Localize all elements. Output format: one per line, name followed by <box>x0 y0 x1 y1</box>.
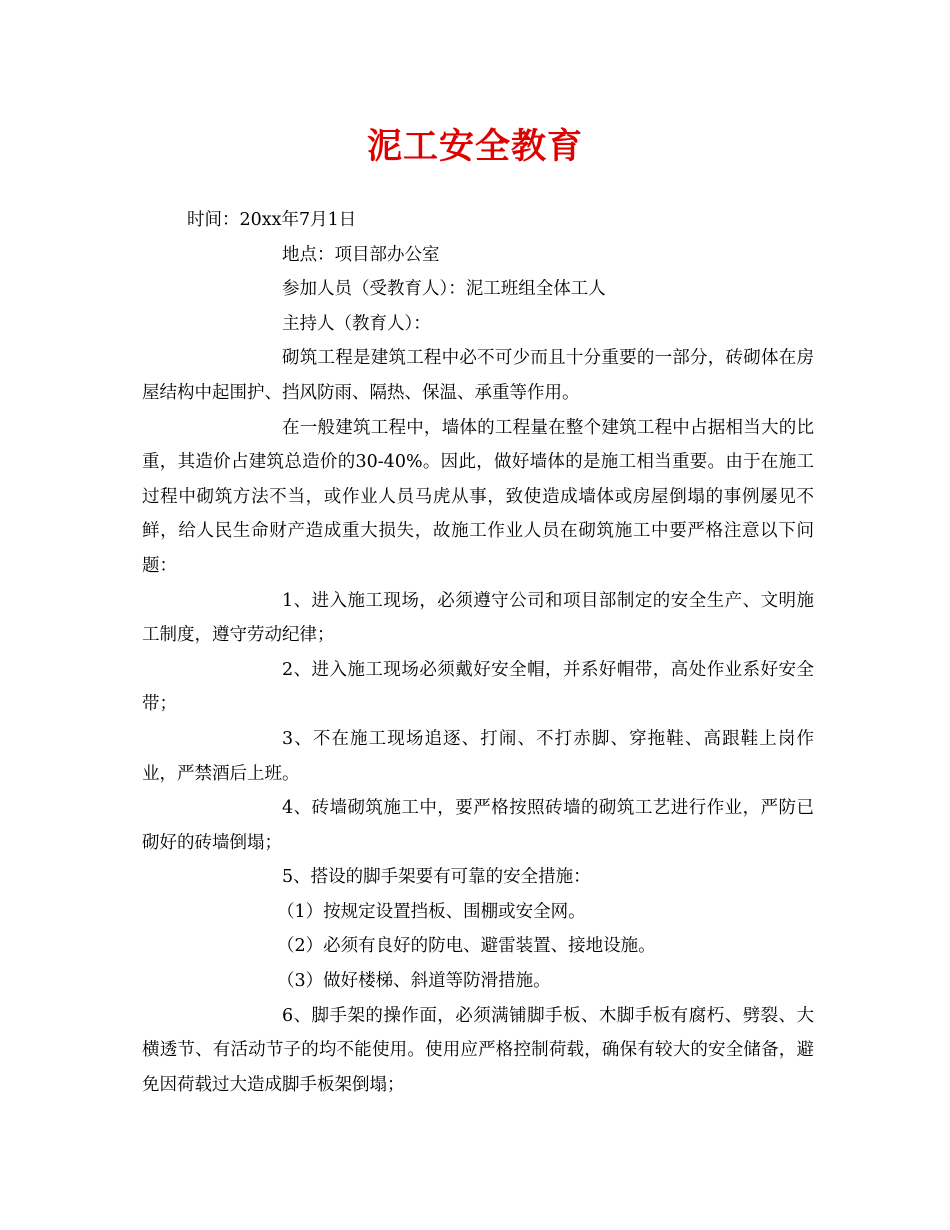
meta-attendees: 参加人员（受教育人）：泥工班组全体工人 <box>282 279 606 300</box>
document-title: 泥工安全教育 <box>366 126 583 167</box>
rule-item: 2、进入施工现场必须戴好安全帽，并系好帽带，高处作业系好安全带； <box>142 659 814 715</box>
subrule-item: （1）按规定设置挡板、围棚或安全网。 <box>277 901 586 922</box>
subrule-item: （3）做好楼梯、斜道等防滑措施。 <box>277 971 551 992</box>
intro-paragraph: 砌筑工程是建筑工程中必不可少而且十分重要的一部分，砖砌体在房屋结构中起围护、挡风防雨、隔热、保温、承重等作用。 <box>142 348 814 403</box>
rule-item: 5、搭设的脚手架要有可靠的安全措施： <box>282 867 591 888</box>
rule-item: 4、砖墙砌筑施工中，要严格按照砖墙的砌筑工艺进行作业，严防已砌好的砖墙倒塌； <box>142 798 814 853</box>
meta-host: 主持人（教育人）： <box>282 313 431 334</box>
subrule-item: （2）必须有良好的防电、避雷装置、接地设施。 <box>277 936 656 957</box>
rule-item: 6、脚手架的操作面，必须满铺脚手板、木脚手板有腐朽、劈裂、大横透节、有活动节子的均不能使用。使用应严格控制荷载，确保有较大的安全储备，避免因荷载过大造成脚手板架倒塌； <box>142 1005 814 1095</box>
meta-time: 时间：20xx年7月1日 <box>187 210 357 230</box>
meta-place: 地点：项目部办公室 <box>282 244 440 265</box>
intro-paragraph: 在一般建筑工程中，墙体的工程量在整个建筑工程中占据相当大的比重，其造价占建筑总造价的30-40%。因此，做好墙体的是施工相当重要。由于在施工过程中砌筑方法不当，或作业人员马虎从事，致使造成墙体或房屋倒塌的事例屡见不鲜，给人民生命财产造成重大损失，故施工作业人员在砌筑施工中要严格注意以下问题： <box>142 417 814 576</box>
rule-item: 1、进入施工现场，必须遵守公司和项目部制定的安全生产、文明施工制度，遵守劳动纪律； <box>142 590 814 646</box>
rule-item: 3、不在施工现场追逐、打闹、不打赤脚、穿拖鞋、高跟鞋上岗作业，严禁酒后上班。 <box>142 728 814 784</box>
document-body <box>142 203 814 1102</box>
